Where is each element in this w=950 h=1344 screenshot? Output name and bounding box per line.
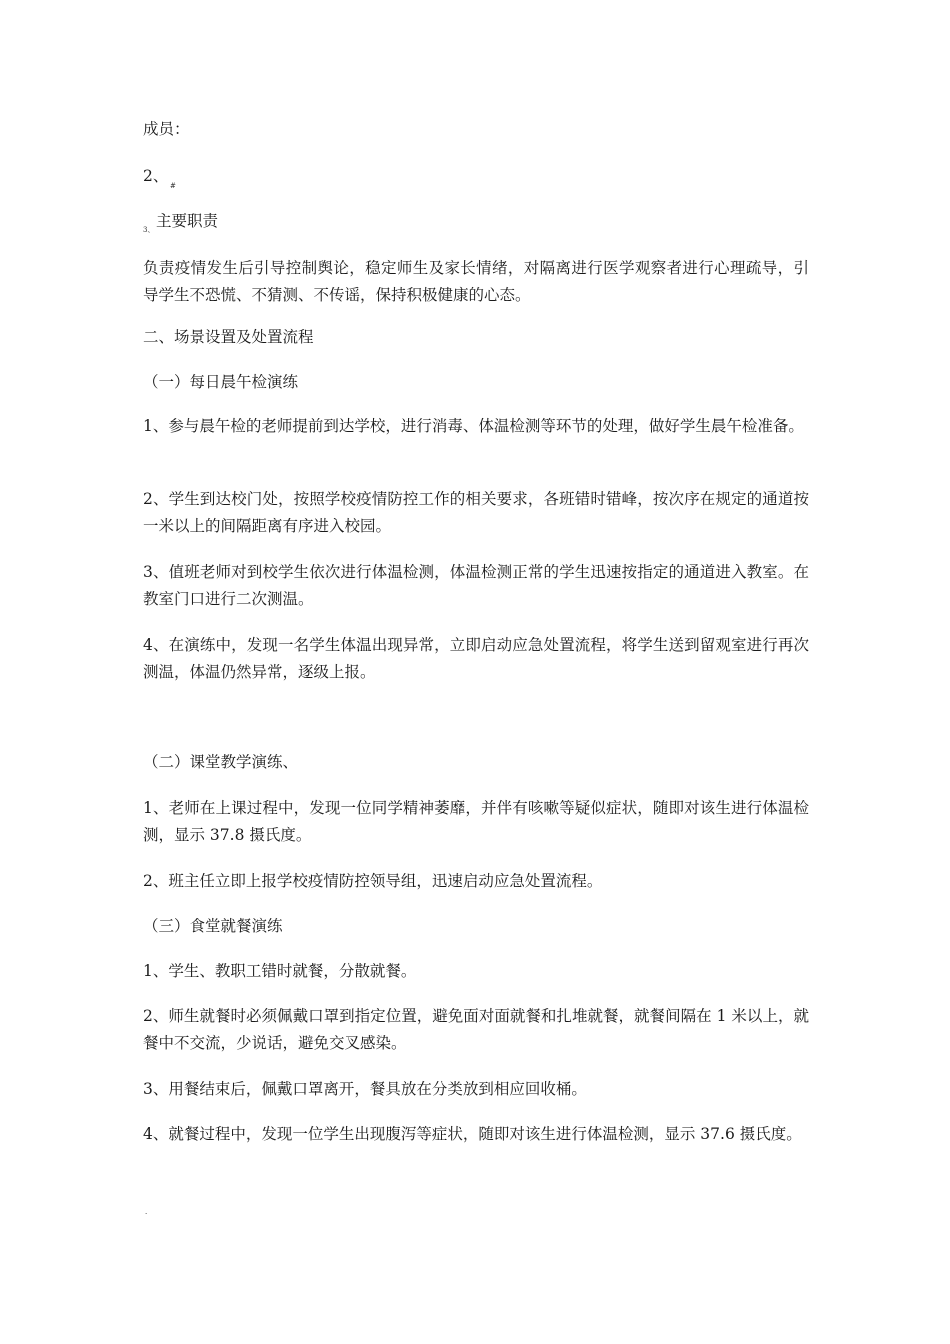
subsection-1-para-2: 2、学生到达校门处，按照学校疫情防控工作的相关要求，各班错时错峰，按次序在规定的通道按一米以上的间隔距离有序进入校园。 bbox=[143, 490, 809, 535]
subsection-2-heading: （二）课堂教学演练、 bbox=[143, 753, 299, 771]
subsection-3-para-4: 4、就餐过程中，发现一位学生出现腹泻等症状，随即对该生进行体温检测，显示 37.6 摄氏度。 bbox=[143, 1125, 802, 1143]
footer-dot: . bbox=[145, 1208, 148, 1216]
subsection-3-para-3: 3、用餐结束后，佩戴口罩离开，餐具放在分类放到相应回收桶。 bbox=[143, 1080, 587, 1098]
item-2-mark: # bbox=[170, 182, 176, 190]
section-2-heading: 二、场景设置及处置流程 bbox=[143, 328, 314, 346]
subsection-2-para-2: 2、班主任立即上报学校疫情防控领导组，迅速启动应急处置流程。 bbox=[143, 872, 603, 890]
subsection-1-para-4: 4、在演练中，发现一名学生体温出现异常，立即启动应急处置流程，将学生送到留观室进行再次测温，体温仍然异常，逐级上报。 bbox=[143, 636, 809, 681]
subsection-1-heading: （一）每日晨午检演练 bbox=[143, 373, 299, 391]
item-2: 2、 bbox=[143, 167, 169, 185]
subsection-3-para-1: 1、学生、教职工错时就餐，分散就餐。 bbox=[143, 962, 417, 980]
subsection-2-para-1: 1、老师在上课过程中，发现一位同学精神萎靡，并伴有咳嗽等疑似症状，随即对该生进行体温检测，显示 37.8 摄氏度。 bbox=[143, 799, 809, 844]
item-3-number: 3、 bbox=[143, 226, 155, 234]
members-label: 成员： bbox=[143, 120, 190, 138]
duties-heading: 主要职责 bbox=[156, 212, 219, 230]
subsection-1-para-1: 1、参与晨午检的老师提前到达学校，进行消毒、体温检测等环节的处理，做好学生晨午检准备。 bbox=[143, 417, 804, 435]
subsection-3-para-2: 2、师生就餐时必须佩戴口罩到指定位置，避免面对面就餐和扎堆就餐，就餐间隔在 1 米以上，就餐中不交流，少说话，避免交叉感染。 bbox=[143, 1007, 809, 1052]
subsection-3-heading: （三）食堂就餐演练 bbox=[143, 917, 283, 935]
duties-text: 负责疫情发生后引导控制舆论，稳定师生及家长情绪，对隔离进行医学观察者进行心理疏导，引导学生不恐慌、不猜测、不传谣，保持积极健康的心态。 bbox=[143, 259, 809, 304]
subsection-1-para-3: 3、值班老师对到校学生依次进行体温检测，体温检测正常的学生迅速按指定的通道进入教室。在教室门口进行二次测温。 bbox=[143, 563, 809, 608]
